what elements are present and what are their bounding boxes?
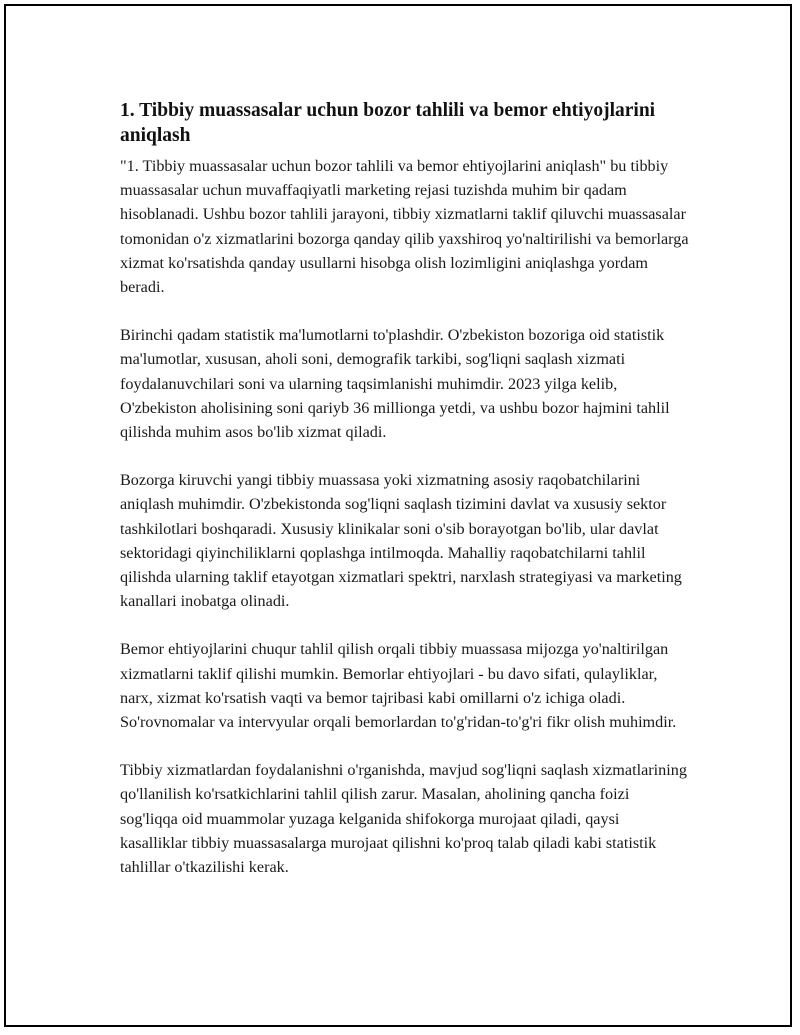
- paragraph-intro: "1. Tibbiy muassasalar uchun bozor tahlili va bemor ehtiyojlarini aniqlash" bu tibbiy muassasalar uchun muvaffaqiyatli marketing rejasi tuzishda muhim bir qadam hisoblanadi. Ushbu bozor tahlili jarayoni, tibbiy xizmatlarni taklif qiluvchi muassasalar tomonidan o'z xizmatlarini bozorga qanday qilib yaxshiroq yo'naltirilishi va bemorlarga xizmat ko'rsatishda qanday usullarni hisobga olish lozimligini aniqlashga yordam beradi.: [120, 157, 689, 297]
- section-heading: 1. Tibbiy muassasalar uchun bozor tahlili va bemor ehtiyojlarini aniqlash: [120, 100, 656, 146]
- paragraph-service-usage: Tibbiy xizmatlardan foydalanishni o'rganishda, mavjud sog'liqni saqlash xizmatlarining qo'llanilish ko'rsatkichlarini tahlil qilish zarur. Masalan, aholining qancha foizi sog'liqqa oid muammolar yuzaga kelganida shifokorga murojaat qiladi, qaysi kasalliklar tibbiy muassasalarga murojaat qilishni ko'proq talab qiladi kabi statistik tahlillar o'tkazilishi kerak.: [120, 761, 687, 877]
- paragraph-statistics: Birinchi qadam statistik ma'lumotlarni to'plashdir. O'zbekiston bozoriga oid statistik ma'lumotlar, xususan, aholi soni, demografik tarkibi, sog'liqni saqlash xizmati foydalanuvchilari soni va ularning taqsimlanishi muhimdir. 2023 yilga kelib, O'zbekiston aholisining soni qariyb 36 millionga yetdi, va ushbu bozor hajmini tahlil qilishda muhim asos bo'lib xizmat qiladi.: [120, 326, 670, 442]
- paragraph-patient-needs: Bemor ehtiyojlarini chuqur tahlil qilish orqali tibbiy muassasa mijozga yo'naltirilgan xizmatlarni taklif qilishi mumkin. Bemorlar ehtiyojlari - bu davo sifati, qulayliklar, narx, xizmat ko'rsatish vaqti va bemor tajribasi kabi omillarni o'z ichiga oladi. So'rovnomalar va intervyular orqali bemorlardan to'g'ridan-to'g'ri fikr olish muhimdir.: [120, 640, 677, 732]
- document-page: [4, 4, 792, 1027]
- document-body: [120, 98, 690, 879]
- paragraph-competitors: Bozorga kiruvchi yangi tibbiy muassasa yoki xizmatning asosiy raqobatchilarini aniqlash muhimdir. O'zbekistonda sog'liqni saqlash tizimini davlat va xususiy sektor tashkilotlari boshqaradi. Xususiy klinikalar soni o'sib borayotgan bo'lib, ular davlat sektoridagi qiyinchiliklarni qoplashga intilmoqda. Mahalliy raqobatchilarni tahlil qilishda ularning taklif etayotgan xizmatlari spektri, narxlash strategiyasi va marketing kanallari inobatga olinadi.: [120, 471, 682, 611]
